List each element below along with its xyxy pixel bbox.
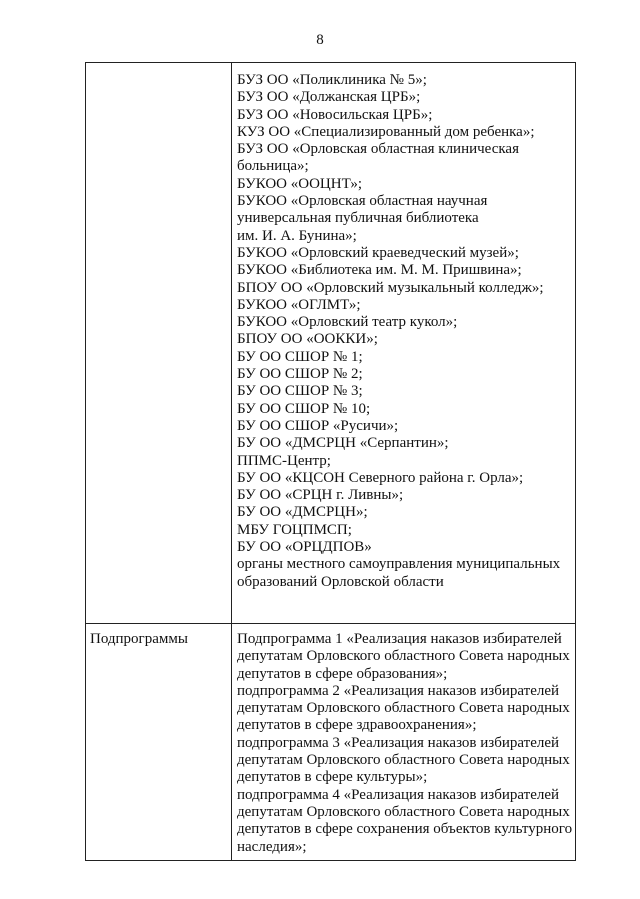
list-item: МБУ ГОЦПМСП; [237, 521, 352, 538]
list-item: БУКОО «ОГЛМТ»; [237, 296, 361, 313]
list-item: БУ ОО «ДМСРЦН «Серпантин»; [237, 435, 449, 452]
subprograms-label: Подпрограммы [86, 624, 232, 861]
list-item: БУ ОО СШОР № 1; [237, 348, 363, 365]
subprograms-list-cell [232, 624, 576, 861]
list-item: наследия»; [237, 838, 307, 855]
list-item: БПОУ ОО «ООККИ»; [237, 331, 378, 348]
list-item: БУКОО «ООЦНТ»; [237, 175, 363, 192]
list-item: БУКОО «Орловский театр кукол»; [237, 314, 458, 331]
list-item: БУ ОО СШОР «Русичи»; [237, 417, 399, 434]
list-item: БУ ОО СШОР № 10; [237, 400, 371, 417]
list-item: БУЗ ОО «Поликлиника № 5»; [237, 72, 427, 88]
list-item: органы местного самоуправления муниципальных [237, 556, 561, 573]
list-item: депутатов в сфере культуры»; [237, 769, 428, 786]
list-item: БУКОО «Орловская областная научная [237, 193, 488, 210]
row-label-cell [86, 63, 232, 624]
list-item: депутатам Орловского областного Совета народных [237, 648, 570, 665]
list-item: образований Орловской области [237, 573, 444, 590]
list-item: БПОУ ОО «Орловский музыкальный колледж»; [237, 279, 544, 296]
list-item: депутатов в сфере сохранения объектов культурного [237, 821, 573, 838]
list-item: БУ ОО «СРЦН г. Ливны»; [237, 487, 404, 504]
list-item: депутатам Орловского областного Совета народных [237, 700, 570, 717]
list-item: БУ ОО СШОР № 2; [237, 366, 363, 383]
list-item: подпрограмма 2 «Реализация наказов избирателей [237, 682, 560, 699]
list-item: ППМС-Центр; [237, 452, 331, 469]
list-item: депутатам Орловского областного Совета народных [237, 752, 570, 769]
list-item: КУЗ ОО «Специализированный дом ребенка»; [237, 123, 535, 140]
list-item: депутатам Орловского областного Совета народных [237, 803, 570, 820]
list-item: депутатов в сфере здравоохранения»; [237, 717, 477, 734]
list-item: БУ ОО «КЦСОН Северного района г. Орла»; [237, 469, 524, 486]
list-item: им. И. А. Бунина»; [237, 227, 357, 244]
table-row-executors [86, 63, 576, 624]
list-item: Подпрограмма 1 «Реализация наказов избирателей [237, 631, 562, 647]
list-item: БУКОО «Орловский краеведческий музей»; [237, 244, 519, 261]
list-item: депутатов в сфере образования»; [237, 665, 448, 682]
document-table [85, 62, 576, 861]
list-item: универсальная публичная библиотека [237, 210, 479, 227]
list-item: БУЗ ОО «Новосильская ЦРБ»; [237, 106, 433, 123]
list-item: больница»; [237, 158, 309, 175]
table-row-subprograms [86, 624, 576, 861]
list-item: подпрограмма 3 «Реализация наказов избирателей [237, 734, 560, 751]
list-item: БУ ОО «ОРЦДПОВ» [237, 539, 372, 556]
list-item: БУ ОО СШОР № 3; [237, 383, 363, 400]
list-item: подпрограмма 4 «Реализация наказов избирателей [237, 786, 560, 803]
list-item: БУЗ ОО «Должанская ЦРБ»; [237, 89, 421, 106]
executors-list-cell [232, 63, 576, 624]
page-number: 8 [316, 32, 324, 48]
list-item: БУЗ ОО «Орловская областная клиническая [237, 141, 519, 158]
list-item: БУ ОО «ДМСРЦН»; [237, 504, 368, 521]
list-item: БУКОО «Библиотека им. М. М. Пришвина»; [237, 262, 522, 279]
